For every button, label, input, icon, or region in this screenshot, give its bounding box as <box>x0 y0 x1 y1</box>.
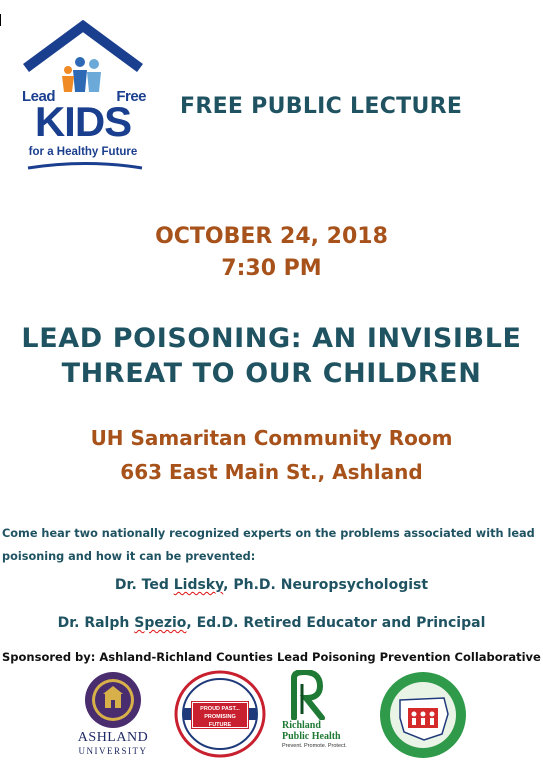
venue-name: UH Samaritan Community Room <box>90 426 453 450</box>
richland-public-health-logo <box>282 670 362 760</box>
text-cursor <box>0 14 1 26</box>
sponsor-logos <box>60 670 540 765</box>
ashland-university-logo <box>68 670 158 760</box>
logo-swoosh-icon <box>26 161 144 171</box>
event-date: OCTOBER 24, 2018 <box>155 224 388 249</box>
university-seal-icon <box>83 670 143 730</box>
lead-free-kids-logo <box>18 20 148 172</box>
headline-line-2: THREAT TO OUR CHILDREN <box>61 358 482 389</box>
logo-tagline: for a Healthy Future <box>28 146 138 158</box>
event-description: Come hear two nationally recognized experts on the problems associated with lead poisoning and how it can be prevented: <box>2 527 535 563</box>
university-name: ASHLAND <box>77 730 149 745</box>
speaker-1-prefix: Dr. Ted <box>114 577 174 593</box>
health-department-logo <box>170 670 270 760</box>
speaker-1 <box>0 577 543 593</box>
speaker-2-prefix: Dr. Ralph <box>57 615 135 631</box>
event-time: 7:30 PM <box>221 256 322 281</box>
speaker-2-surname: Spezio <box>134 615 187 631</box>
speaker-1-surname: Lidsky <box>173 577 224 593</box>
sponsors-line: Sponsored by: Ashland-Richland Counties Lead Poisoning Prevention Collaborative <box>2 650 541 664</box>
logo-brand-left: Lead <box>22 88 56 105</box>
venue-address: 663 East Main St., Ashland <box>120 460 423 484</box>
speaker-1-credentials: , Ph.D. Neuropsychologist <box>223 577 429 593</box>
richland-tagline: Prevent. Promote. Protect. <box>282 743 347 749</box>
logo-brand-right: Free <box>116 88 146 105</box>
richland-subname: Public Health <box>282 731 341 742</box>
page-title: FREE PUBLIC LECTURE <box>180 94 463 119</box>
university-subname: UNIVERSITY <box>78 746 148 756</box>
family-council-logo <box>378 670 468 760</box>
headline-line-1: LEAD POISONING: AN INVISIBLE <box>21 323 522 354</box>
speaker-2-credentials: , Ed.D. Retired Educator and Principal <box>186 615 486 631</box>
richland-name: Richland <box>282 720 321 731</box>
speaker-2 <box>0 615 543 631</box>
health-dept-banner: PROUD PAST... PROMISING FUTURE <box>192 702 248 728</box>
richland-r-icon <box>286 670 330 720</box>
logo-brand-main: KIDS <box>34 98 132 145</box>
family-council-seal-icon <box>378 670 468 760</box>
